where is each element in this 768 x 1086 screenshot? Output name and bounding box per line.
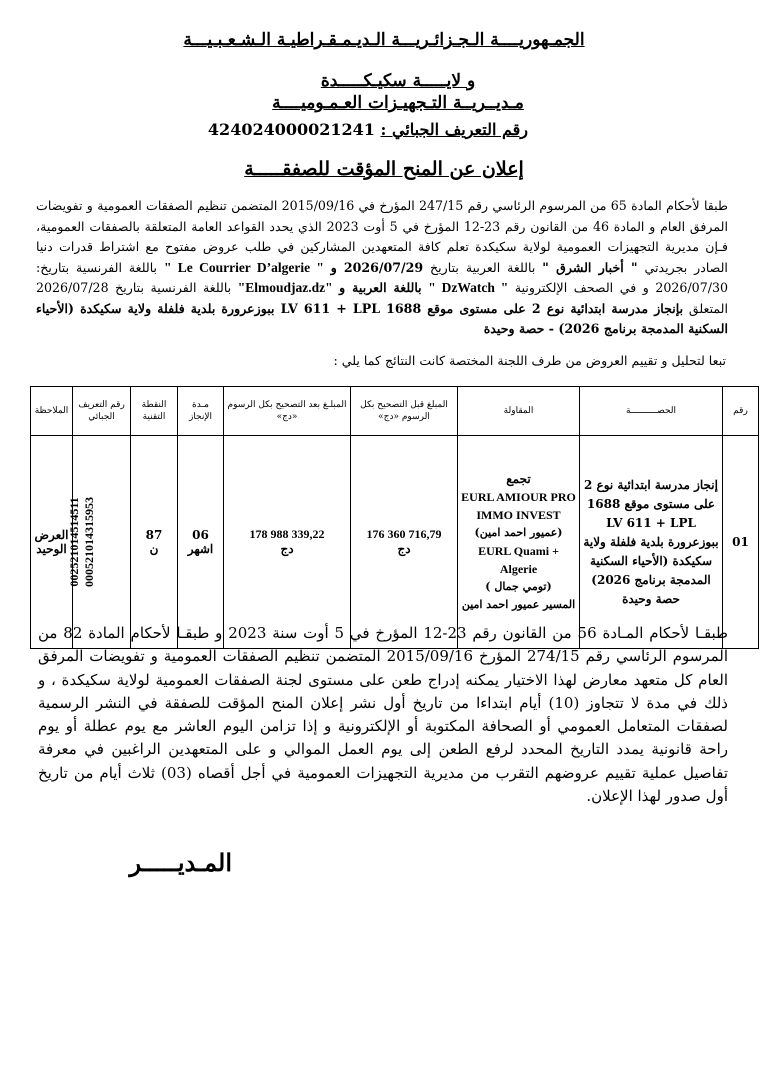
intro-text-1: طبقا لأحكام المادة 65 من المرسوم الرئاسي رقم 247/15 المؤرخ في 2015/09/16 المتضمن تنظيم الصفقات العمومية و تفويضات المرفق العام و المادة 46 من القانون رقم 23-12 المؤرخ في 5 أوت 2023 الذي يحدد القواعد العامة المتعلقة بالصفقات العمومية، فـإن مديرية التجهيزات العمومية لولاية سكيكدة تعلم كافة المتعهدين المشاركين في طلب عروض مفتوح مع اشتراط قدرات دنيا الصادر بجريدتي (36, 198, 728, 275)
cell-tax-id (67, 436, 131, 649)
cell-contractor (458, 436, 580, 649)
amount-before-unit: دج (397, 542, 411, 556)
amount-after-value: 178 988 339,22 (249, 527, 325, 541)
tax-id-stack (67, 497, 97, 587)
appeal-paragraph: طبقـا لأحكام المـادة 56 من القانون رقم 23-12 المؤرخ في 5 أوت سنة 2023 و طبقـا لأحكام المادة 82 من المرسوم الرئاسي رقم 274/15 المؤرخ 2015/09/16 المتضمن تنظيم الصفقات العمومية و تفويضات المرفق العام كل متعهد معارض لهذا الاختيار يمكنه إدراج طعن على مستوى لجنة الصفقات العمومية لولاية سكيكدة ، و ذلك في مدة لا تتجاوز (10) أيام ابتداءا من تاريخ أول نشر إعلان المنح المؤقت للصفقة في النشر الرسمية لصفقات المتعامل العمومي أو الصحافة المكتوبة أو الإلكترونية و إذا تزامن اليوم العاشر مع يوم عطلة أو يوم راحة قانونية يمدد التاريخ المحدد لرفع الطعن إلى يوم العمل الموالي و على المتعهدين الراغبين في معرفة تفاصيل عملية تقييم عروضهم التقرب من مديرية التجهيزات العمومية في أجل أقصاه (03) ثلاث أيام من تاريخ أول صدور لهذا الإعلان. (38, 624, 729, 806)
tax-id-1: 002521014514511 (67, 497, 81, 587)
tax-id-label: رقم التعريف الجبائي : (380, 120, 528, 139)
announcement-title: إعلان عن المنح المؤقت للصفقـــــة (244, 158, 524, 180)
contractor-owner-2: (تومي جمال ) (485, 580, 552, 593)
results-lead-in: تبعا لتحليل و تقييم العروض من طرف اللجنة المختصة كانت النتائج كما يلي : (333, 353, 726, 368)
directorate-name: مـديــريــة التـجهيـزات العـمـوميــــة (272, 93, 524, 113)
cell-lot: إنجاز مدرسة ابتدائية نوع 2 على مستوى موقع 1688 LV 611 + LPL ببوزعرورة بلدية فلفلة ولاية سكيكدة (الأحياء السكنية المدمجة برنامج 2026) حصة وحيدة (580, 436, 723, 649)
intro-text-2: باللغة العربية بتاريخ (430, 259, 536, 275)
duration-unit: اشهر (187, 542, 214, 556)
table-header-row (31, 387, 759, 436)
cell-amount-after (224, 436, 351, 649)
tax-id-2: 000521014315953 (82, 497, 96, 587)
french-newspaper: " Le Courrier D’algerie " (164, 259, 324, 275)
col-header-amount-before: المبلغ قبل التصحيح بكل الرسوم «دج» (351, 387, 458, 436)
contractor-grouping: تجمع (506, 472, 531, 486)
republic-header: الجمـهوريــــة الـجـزائـريـــة الـديـمـقـراطيـة الـشـعـبـيـــة (183, 30, 585, 50)
cell-duration (178, 436, 224, 649)
contractor-manager: المسير عميور احمد امين (461, 598, 576, 611)
results-table (30, 386, 759, 649)
col-header-tax-id: رقم التعريف الجبائي (73, 387, 131, 436)
publication-date-1: 2026/07/29 (343, 259, 424, 275)
contractor-owner-1: (عميور احمد امين) (474, 526, 563, 539)
dzwatch-site: " DzWatch " (428, 280, 509, 295)
col-header-lot: الحصــــــــــة (580, 387, 723, 436)
col-header-duration: مـدة الإنجاز (178, 387, 224, 436)
intro-text-4: باللغة العربية و (339, 280, 422, 295)
col-header-amount-after: المبلـغ بعد التصحيح بكل الرسوم «دج» (224, 387, 351, 436)
project-subject: بإنجاز مدرسة ابتدائية نوع 2 على مستوى موقع 1688 LV 611 + LPL ببوزعرورة بلدية فلفلة ولاية سكيكدة (الأحياء السكنية المدمجة برنامج 2026) - حصة وحيدة (36, 300, 728, 336)
cell-remark: العرض الوحيد (31, 436, 73, 649)
elmoudjaz-site: "Elmoudjaz.dz" (237, 280, 333, 295)
tax-id-line (208, 120, 528, 139)
score-unit: ن (149, 542, 159, 556)
tax-id-value: 424024000021241 (207, 120, 375, 139)
intro-text-5: باللغة الفرنسية بتاريخ 2026/07/28 المتعلق (36, 280, 729, 316)
col-header-number: رقم (723, 387, 759, 436)
intro-text-3: باللغة الفرنسية بتاريخ: 2026/07/30 و في الصحف الإلكترونية (36, 259, 728, 295)
and-word: و (330, 259, 337, 275)
table-row (31, 436, 759, 649)
col-header-remark: الملاحظة (31, 387, 73, 436)
intro-paragraph (36, 196, 728, 340)
score-value: 87 (145, 528, 163, 542)
cell-technical-score (131, 436, 178, 649)
col-header-contractor: المقاولة (458, 387, 580, 436)
issuer-block (233, 70, 563, 114)
director-signature: المـديـــــر (129, 848, 232, 877)
contractor-company-2: EURL Quami + Algerie (478, 544, 559, 576)
amount-after-unit: دج (280, 542, 294, 556)
amount-before-value: 176 360 716,79 (366, 527, 442, 541)
wilaya-name: و لايـــــة سكيـكـــــدة (320, 71, 476, 91)
contractor-company-1: EURL AMIOUR PRO IMMO INVEST (461, 490, 576, 522)
duration-value: 06 (192, 528, 209, 542)
cell-amount-before (351, 436, 458, 649)
col-header-technical-score: النقطة التقنية (131, 387, 178, 436)
arabic-newspaper: " أخبار الشرق " (542, 259, 638, 275)
cell-number: 01 (723, 436, 759, 649)
